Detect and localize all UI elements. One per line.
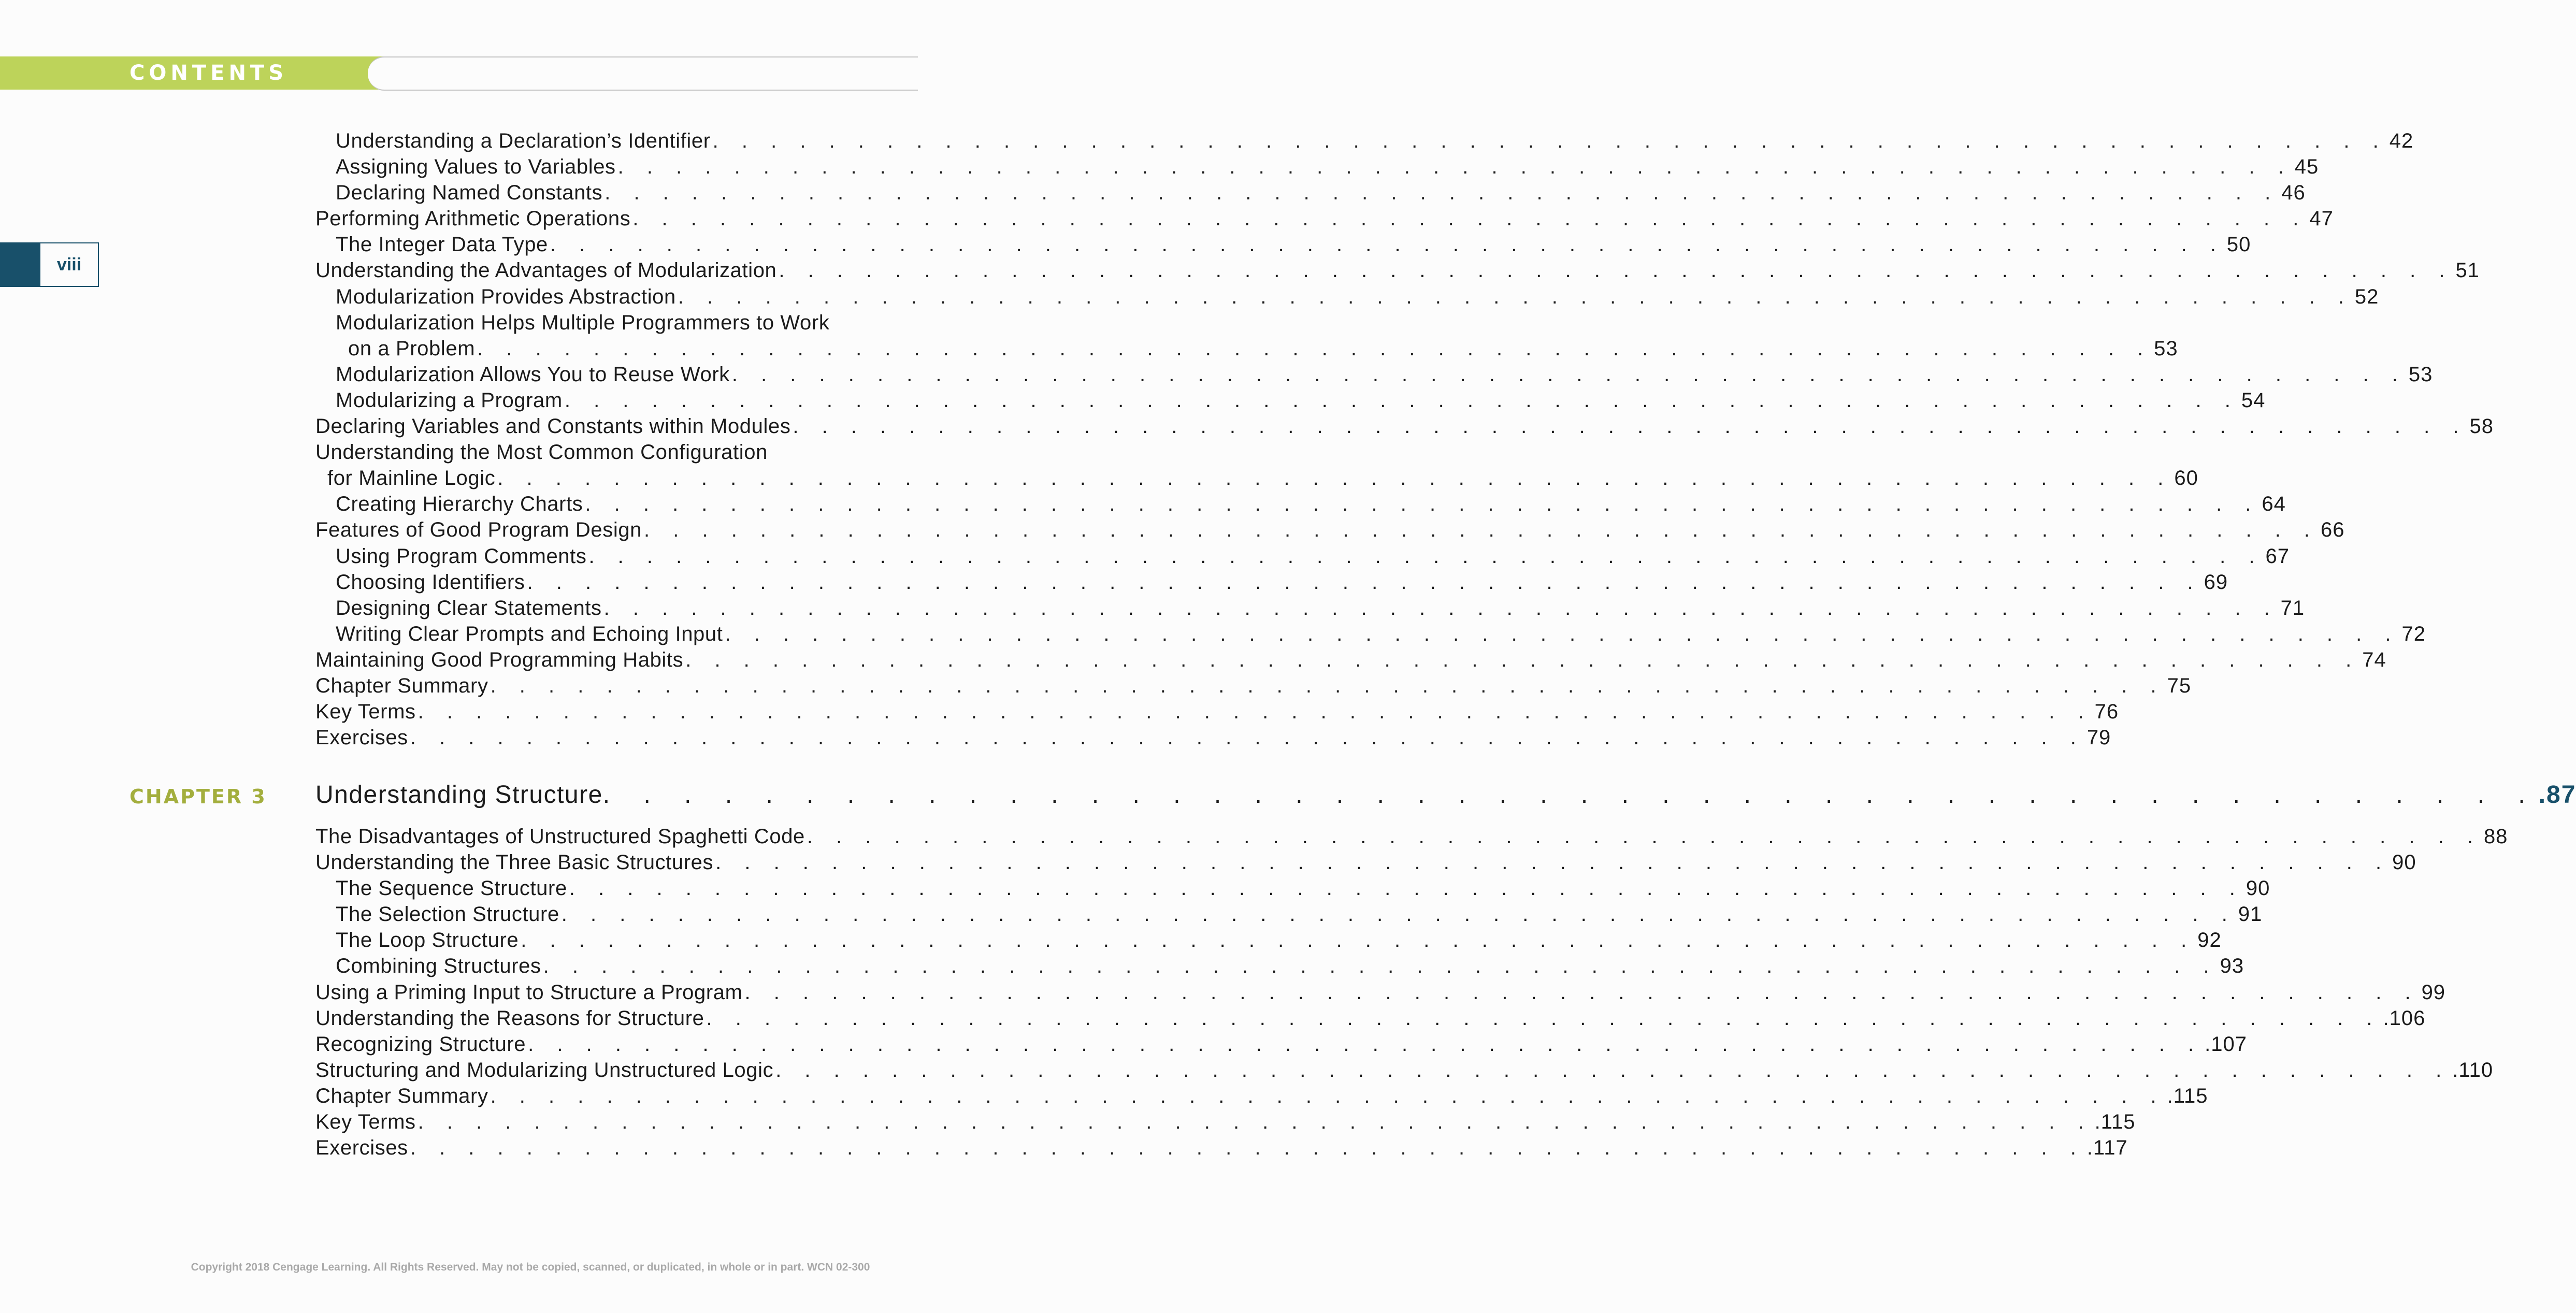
toc-entry-page: 67	[2265, 544, 2290, 568]
toc-entry-title: Understanding the Reasons for Structure	[315, 1006, 704, 1030]
dot-leader: . . . . . . . . . . . . . . . . . . . . . . . . . . . . . . . . . . . . . . . . . . . . . . . . . . . . . . . . . .	[632, 207, 2308, 230]
toc-entry[interactable]	[315, 154, 2319, 180]
toc-entry-title: Declaring Variables and Constants within Modules	[315, 415, 791, 438]
toc-entry-title: Understanding the Advantages of Modularization	[315, 259, 777, 282]
toc-entry-page: .110	[2452, 1058, 2494, 1081]
toc-entry[interactable]	[315, 180, 2306, 206]
toc-entry[interactable]	[315, 310, 918, 336]
toc-entry[interactable]	[315, 699, 2119, 725]
page-number: viii	[40, 242, 99, 287]
toc-entry-page: 69	[2204, 570, 2228, 594]
toc-entry[interactable]	[315, 595, 2305, 621]
toc-entry-page: 50	[2226, 233, 2251, 256]
toc-entry-title: Using Program Comments	[336, 544, 587, 568]
dot-leader: . . . . . . . . . . . . . . . . . . . . . . . . . . . . . . . . . . . . . . . . . . . . . . . . . . . . . . . . . .	[678, 285, 2353, 308]
dot-leader: . . . . . . . . . . . . . . . . . . . . . . . . . . . . . . . . . . . . . . . . . . . . . . . . . . . . . . . . . .	[550, 233, 2225, 256]
toc-entry[interactable]	[315, 387, 2266, 413]
toc-entry[interactable]	[315, 284, 2379, 310]
toc-entry[interactable]	[315, 725, 2111, 751]
page-number-tab	[0, 242, 40, 287]
toc-entry[interactable]	[315, 824, 2508, 849]
toc-entry[interactable]	[315, 673, 2192, 699]
toc-entry-title: Chapter Summary	[315, 674, 488, 697]
toc-entry-page: 72	[2401, 622, 2426, 645]
dot-leader: . . . . . . . . . . . . . . . . . . . . . . . . . . . . . . . . . . . . . . . . . . . . . . . . . . . . . . . . . .	[603, 596, 2279, 619]
toc-entry-title: Exercises	[315, 726, 408, 749]
toc-entry-page: 60	[2174, 467, 2198, 490]
toc-entry-page: 71	[2280, 596, 2305, 619]
toc-entry-page: 92	[2197, 929, 2222, 952]
toc-entry-page: 79	[2086, 726, 2111, 749]
toc-entry[interactable]	[315, 128, 2414, 154]
dot-leader: . . . . . . . . . . . . . . . . . . . . . . . . . . . . . . . . . . . . . . . . . . . . . . . . . . . . . . . . . .	[477, 337, 2152, 360]
toc-entry-title: The Integer Data Type	[336, 233, 548, 256]
copyright-notice: Copyright 2018 Cengage Learning. All Rights Reserved. May not be copied, scanned, or duplicated, in whole or in part. WCN 02-300	[191, 1261, 870, 1273]
toc-entry[interactable]	[315, 927, 2222, 953]
toc-entry[interactable]	[315, 979, 2446, 1005]
toc-entry[interactable]	[315, 647, 2386, 673]
toc-entry-page: 42	[2389, 129, 2414, 152]
toc-entry-title: Using a Priming Input to Structure a Program	[315, 980, 743, 1004]
toc-entry-title: Exercises	[315, 1136, 408, 1160]
dot-leader: . . . . . . . . . . . . . . . . . . . . . . . . . . . . . . . . . . . . . . . . . . . . . . . . . . . . . . . . . .	[410, 1136, 2085, 1160]
dot-leader: . . . . . . . . . . . . . . . . . . . . . . . . . . . . . . . . . . . . . . . . . . . . . . . . . . . . . . . . . .	[685, 648, 2361, 671]
dot-leader: . . . . . . . . . . . . . . . . . . . . . . . . . . . . . . . . . . . . . . . . . . . . . . . . . . . . . . . . . .	[644, 518, 2319, 542]
toc-entry-page: 93	[2220, 955, 2244, 978]
toc-entry[interactable]	[315, 517, 2345, 543]
toc-entry-title: Modularization Provides Abstraction	[336, 285, 676, 308]
toc-entry-title: Designing Clear Statements	[336, 596, 602, 619]
toc-entry-page: .117	[2086, 1136, 2128, 1160]
toc-entry-title: The Disadvantages of Unstructured Spaghetti Code	[315, 825, 805, 848]
toc-entry-page: 74	[2362, 648, 2386, 671]
toc-entry[interactable]	[315, 1031, 2248, 1057]
toc-entry-title: Understanding the Most Common Configuration	[315, 441, 768, 464]
chapter-title: Understanding Structure	[315, 781, 603, 809]
dot-leader: . . . . . . . . . . . . . . . . . . . . . . . . . . . . . . . . . . . . . . . . . . . . . . . . . . . . . . . . . .	[605, 181, 2280, 205]
toc-entry-page: 91	[2238, 903, 2263, 926]
toc-entry-page: 58	[2469, 415, 2494, 438]
dot-leader: . . . . . . . . . . . . . . . . . . . . . . . . . . . . . . . . . . . . . . . . . . . . . . . . . . . . . . . . . .	[543, 955, 2218, 978]
dot-leader: . . . . . . . . . . . . . . . . . . . . . . . . . . . . . . . . . . . . . . . . . . . . . . . . . . . . . . . . . .	[418, 1110, 2093, 1134]
contents-header-rule	[368, 56, 918, 91]
toc-entry-page: 76	[2094, 700, 2119, 724]
dot-leader: . . . . . . . . . . . . . . . . . . . . . . . . . . . . . . . . . . . . . . . . . . . . . . . . . . . . . . . . . .	[585, 493, 2260, 516]
toc-entry[interactable]	[315, 1083, 2208, 1109]
toc-entry[interactable]	[315, 1057, 2494, 1083]
dot-leader: . . . . . . . . . . . . . . . . . . . . . . . . . . . . . . . . . . . . . . . . . . . . . . . . . . . . . . . . . .	[731, 363, 2407, 386]
toc-entry[interactable]	[315, 362, 2433, 387]
dot-leader: . . . . . . . . . . . . . . . . . . . . . . . . . . . . . . . . . . . . . . . . . . . . . . . . . . . . . . . . . .	[793, 415, 2468, 438]
toc-entry-title: Structuring and Modularizing Unstructured Logic	[315, 1058, 774, 1081]
dot-leader: . . . . . . . . . . . . . . . . . . . . . . . . . . . . . . . . . . . . . . . . . . . . . . . . . . . . . . . . . .	[528, 1032, 2203, 1056]
toc-entry-page: 64	[2262, 493, 2286, 516]
toc-entry[interactable]	[315, 1135, 2128, 1161]
dot-leader: . . . . . . . . . . . . . . . . . . . . . . . . . . . . . . . . . . . . . . . . . . . . . . . . . . . . . . . . . .	[617, 155, 2293, 179]
dot-leader: . . . . . . . . . . . . . . . . . . . . . . . . . . . . . . . . . . . . . . . . . . . . . . . . . . . . . . . . . .	[744, 980, 2420, 1004]
toc-entry-title: Maintaining Good Programming Habits	[315, 648, 684, 671]
toc-entry-page: 51	[2455, 259, 2480, 282]
contents-header-label: CONTENTS	[129, 61, 288, 85]
toc-entry-title: The Selection Structure	[336, 903, 559, 926]
dot-leader: . . . . . . . . . . . . . . . . . . . . . . . . . . . . . . . . . . . . . . . . . . . . . . . . . . . . . . . . . .	[527, 570, 2202, 594]
dot-leader: . . . . . . . . . . . . . . . . . . . . . . . . . . . . . . . . . . . . . . . . . . . . . . . . . . . . . . . . . .	[410, 726, 2085, 749]
toc-entry-title: Key Terms	[315, 1110, 416, 1134]
dot-leader: . . . . . . . . . . . . . . . . . . . . . . . . . . . . . . . . . . . . . . . . . . . . . . . . . . . . . . . . . .	[725, 622, 2400, 645]
chapter-page-number: .87	[2538, 781, 2576, 809]
toc-entry-page: 53	[2154, 337, 2178, 360]
toc-entry[interactable]	[315, 439, 918, 465]
dot-leader: . . . . . . . . . . . . . . . . . . . . . . . . . . . . . . . . . . . . . . . . . . . . . . . . . . . . . . . . . .	[715, 851, 2391, 874]
toc-entry-page: .115	[2167, 1084, 2208, 1107]
toc-entry-title: Key Terms	[315, 700, 416, 724]
dot-leader: . . . . . . . . . . . . . . . . . . . . . . . . . . . . . . . . . . . . . . . . . . . . . . . . . . . . . . . . . .	[706, 1006, 2381, 1030]
dot-leader: . . . . . . . . . . . . . . . . . . . . . . . . . . . . . . . . . . . . . . . . . . . . . . . . . . . . . . . . . .	[588, 544, 2264, 568]
chapter-heading[interactable]	[315, 777, 2576, 813]
toc-entry-title: Chapter Summary	[315, 1084, 488, 1107]
toc-entry-title: Creating Hierarchy Charts	[336, 493, 583, 516]
toc-entry-title: Writing Clear Prompts and Echoing Input	[336, 622, 723, 645]
dot-leader: . . . . . . . . . . . . . . . . . . . . . . . . . . . . . . . . . . . . . . . . . . . . . . . . . . . . . . . . . .	[775, 1058, 2451, 1081]
toc-section-chapter-3	[315, 824, 2508, 1161]
toc-entry-title: Combining Structures	[336, 955, 541, 978]
dot-leader: . . . . . . . . . . . . . . . . . . . . . . . . . . . . . . . . . . . . . . . . . . . . . . . . . . . . . . . . . .	[490, 674, 2165, 697]
dot-leader: . . . . . . . . . . . . . . . . . . . . . . . . . . . . . . . . . . . . . . . . . . . . . . . . . . . . . . . . . .	[497, 467, 2172, 490]
toc-entry-title: Modularizing a Program	[336, 388, 563, 412]
toc-entry-page: .106	[2383, 1006, 2426, 1030]
toc-entry-page: 99	[2421, 980, 2446, 1004]
dot-leader: . . . . . . . . . . . . . . . . . . . . . . . . . . . . . . . . . . . . . . . . . . . . . . . . . . . . . . . . . .	[490, 1084, 2165, 1107]
toc-entry[interactable]	[315, 901, 2263, 927]
toc-entry[interactable]	[315, 875, 2270, 901]
dot-leader: . . . . . . . . . . . . . . . . . . . . . . . . . . . . . . . . . . . . . . . . . . . . . . . . . . . . . . . . . .	[561, 903, 2236, 926]
toc-entry-title: Modularization Helps Multiple Programmers to Work	[336, 311, 830, 334]
toc-entry-title: on a Problem	[348, 337, 476, 360]
toc-entry-page: 45	[2294, 155, 2319, 179]
toc-entry[interactable]	[315, 953, 2244, 979]
toc-entry-title: Features of Good Program Design	[315, 518, 642, 542]
toc-entry[interactable]	[315, 413, 2494, 439]
toc-entry[interactable]	[315, 1005, 2426, 1031]
toc-entry[interactable]	[315, 569, 2228, 595]
dot-leader: . . . . . . . . . . . . . . . . . . . . . . . . . . . . . . . . . . . . . . . . . . . . . . . . . . . . . . . . . .	[569, 877, 2244, 900]
toc-entry[interactable]	[315, 543, 2290, 569]
toc-entry-title: Understanding the Three Basic Structures	[315, 851, 714, 874]
toc-entry[interactable]	[315, 491, 2286, 517]
toc-entry-page: 90	[2392, 851, 2416, 874]
toc-entry-page: .115	[2094, 1110, 2136, 1134]
toc-entry[interactable]	[315, 336, 2178, 362]
dot-leader: . . . . . . . . . . . . . . . . . . . . . . . . . . . . . . . . . . . . . . . . . . . . . . . .	[602, 781, 2539, 809]
toc-entry[interactable]	[315, 206, 2334, 232]
toc-entry-page: 54	[2241, 388, 2266, 412]
toc-entry-title: Recognizing Structure	[315, 1032, 526, 1056]
toc-entry-page: 88	[2483, 825, 2508, 848]
toc-entry[interactable]	[315, 849, 2416, 875]
toc-entry-page: 47	[2309, 207, 2334, 230]
toc-entry-title: Declaring Named Constants	[336, 181, 603, 205]
toc-entry-page: .107	[2205, 1032, 2248, 1056]
toc-entry-page: 53	[2408, 363, 2433, 386]
toc-entry-title: Performing Arithmetic Operations	[315, 207, 631, 230]
toc-entry-title: The Sequence Structure	[336, 877, 567, 900]
dot-leader: . . . . . . . . . . . . . . . . . . . . . . . . . . . . . . . . . . . . . . . . . . . . . . . . . . . . . . . . . .	[418, 700, 2093, 724]
toc-entry-page: 90	[2246, 877, 2270, 900]
chapter-label: CHAPTER 3	[129, 785, 267, 808]
toc-entry-title: Assigning Values to Variables	[336, 155, 616, 179]
dot-leader: . . . . . . . . . . . . . . . . . . . . . . . . . . . . . . . . . . . . . . . . . . . . . . . . . . . . . . . . . .	[779, 259, 2454, 282]
dot-leader: . . . . . . . . . . . . . . . . . . . . . . . . . . . . . . . . . . . . . . . . . . . . . . . . . . . . . . . . . .	[807, 825, 2482, 848]
toc-entry-title: Understanding a Declaration’s Identifier	[336, 129, 711, 152]
toc-entry-page: 52	[2354, 285, 2379, 308]
toc-entry-title: Choosing Identifiers	[336, 570, 525, 594]
toc-entry[interactable]	[315, 257, 2480, 283]
toc-entry[interactable]	[315, 1109, 2136, 1135]
dot-leader: . . . . . . . . . . . . . . . . . . . . . . . . . . . . . . . . . . . . . . . . . . . . . . . . . . . . . . . . . .	[521, 929, 2196, 952]
toc-entry-title: The Loop Structure	[336, 929, 519, 952]
toc-entry[interactable]	[315, 232, 2251, 257]
toc-entry-page: 75	[2167, 674, 2192, 697]
dot-leader: . . . . . . . . . . . . . . . . . . . . . . . . . . . . . . . . . . . . . . . . . . . . . . . . . . . . . . . . . .	[564, 388, 2239, 412]
toc-entry-page: 46	[2281, 181, 2306, 205]
toc-entry-title: for Mainline Logic	[327, 467, 496, 490]
toc-entry-page: 66	[2321, 518, 2345, 542]
toc-section-chapter-2	[315, 128, 2494, 751]
toc-entry[interactable]	[315, 621, 2426, 647]
toc-entry-title: Modularization Allows You to Reuse Work	[336, 363, 730, 386]
dot-leader: . . . . . . . . . . . . . . . . . . . . . . . . . . . . . . . . . . . . . . . . . . . . . . . . . . . . . . . . . .	[712, 129, 2387, 152]
toc-entry[interactable]	[315, 465, 2198, 491]
